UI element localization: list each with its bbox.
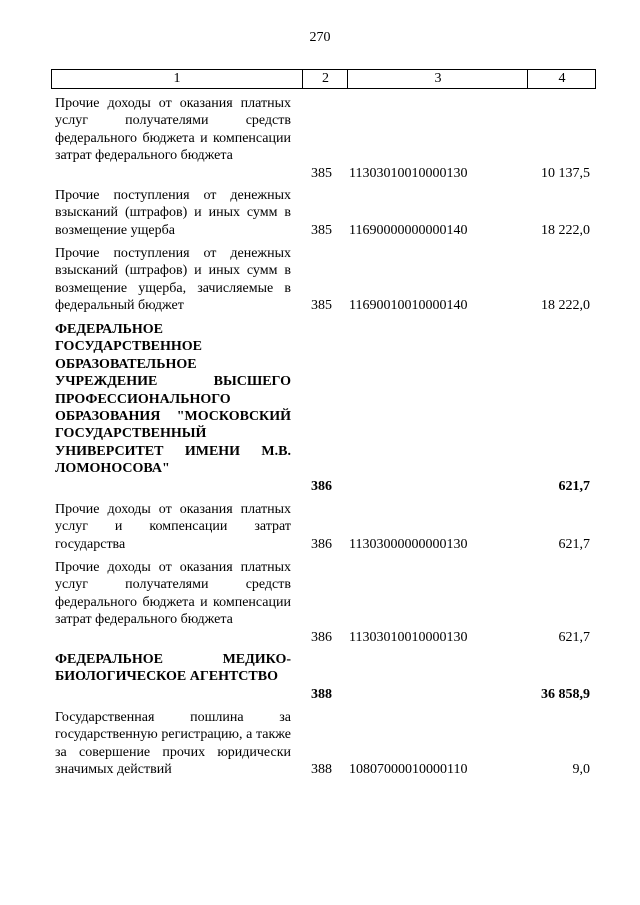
row-amount: 18 222,0 bbox=[541, 222, 590, 238]
header-col-1: 1 bbox=[173, 71, 181, 86]
row-amount: 621,7 bbox=[558, 629, 590, 645]
header-col-4: 4 bbox=[527, 70, 596, 88]
row-name: ФЕДЕРАЛЬНОЕ МЕДИКО-БИОЛОГИЧЕСКОЕ АГЕНТСТВО bbox=[55, 652, 291, 685]
page-number: 270 bbox=[309, 30, 331, 45]
row-name: ФЕДЕРАЛЬНОЕ ГОСУДАРСТВЕННОЕ ОБРАЗОВАТЕЛЬНОЕ УЧРЕЖДЕНИЕ ВЫСШЕГО ПРОФЕССИОНАЛЬНОГО ОБРАЗОВАНИЯ "МОСКОВСКИЙ ГОСУДАРСТВЕННЫЙ УНИВЕРСИТЕТ ИМЕНИ М.В. ЛОМОНОСОВА" bbox=[55, 322, 291, 477]
header-col-3: 3 bbox=[347, 70, 528, 88]
row-chapter: 385 bbox=[311, 222, 332, 238]
row-code: 11303010010000130 bbox=[349, 165, 468, 181]
row-code: 11690010010000140 bbox=[349, 298, 468, 314]
row-amount: 9,0 bbox=[572, 762, 590, 778]
row-code: 11690000000000140 bbox=[349, 222, 468, 238]
row-name: Прочие доходы от оказания платных услуг получателями средств федерального бюджета и компенсации затрат федерального бюджета bbox=[55, 560, 291, 628]
row-name: Прочие поступления от денежных взысканий (штрафов) и иных сумм в возмещение ущерба bbox=[55, 188, 291, 238]
row-amount: 621,7 bbox=[558, 478, 590, 494]
row-chapter: 386 bbox=[311, 629, 332, 645]
row-code: 11303010010000130 bbox=[349, 629, 468, 645]
row-name: Прочие поступления от денежных взысканий (штрафов) и иных сумм в возмещение ущерба, зачисляемые в федеральный бюджет bbox=[55, 246, 291, 314]
row-chapter: 386 bbox=[311, 536, 332, 552]
row-code: 10807000010000110 bbox=[349, 762, 468, 778]
row-chapter: 388 bbox=[311, 762, 332, 778]
row-amount: 36 858,9 bbox=[541, 686, 590, 702]
row-name: Государственная пошлина за государственную регистрацию, а также за совершение прочих юридически значимых действий bbox=[55, 710, 291, 778]
row-amount: 18 222,0 bbox=[541, 298, 590, 314]
row-code: 11303000000000130 bbox=[349, 536, 468, 552]
table-header bbox=[51, 69, 596, 89]
header-col-2: 2 bbox=[302, 70, 348, 88]
row-chapter: 388 bbox=[311, 686, 332, 702]
row-amount: 10 137,5 bbox=[541, 165, 590, 181]
row-chapter: 385 bbox=[311, 165, 332, 181]
row-chapter: 385 bbox=[311, 298, 332, 314]
row-chapter: 386 bbox=[311, 478, 332, 494]
row-amount: 621,7 bbox=[558, 536, 590, 552]
row-name: Прочие доходы от оказания платных услуг и компенсации затрат государства bbox=[55, 502, 291, 552]
row-name: Прочие доходы от оказания платных услуг получателями средств федерального бюджета и компенсации затрат федерального бюджета bbox=[55, 96, 291, 164]
